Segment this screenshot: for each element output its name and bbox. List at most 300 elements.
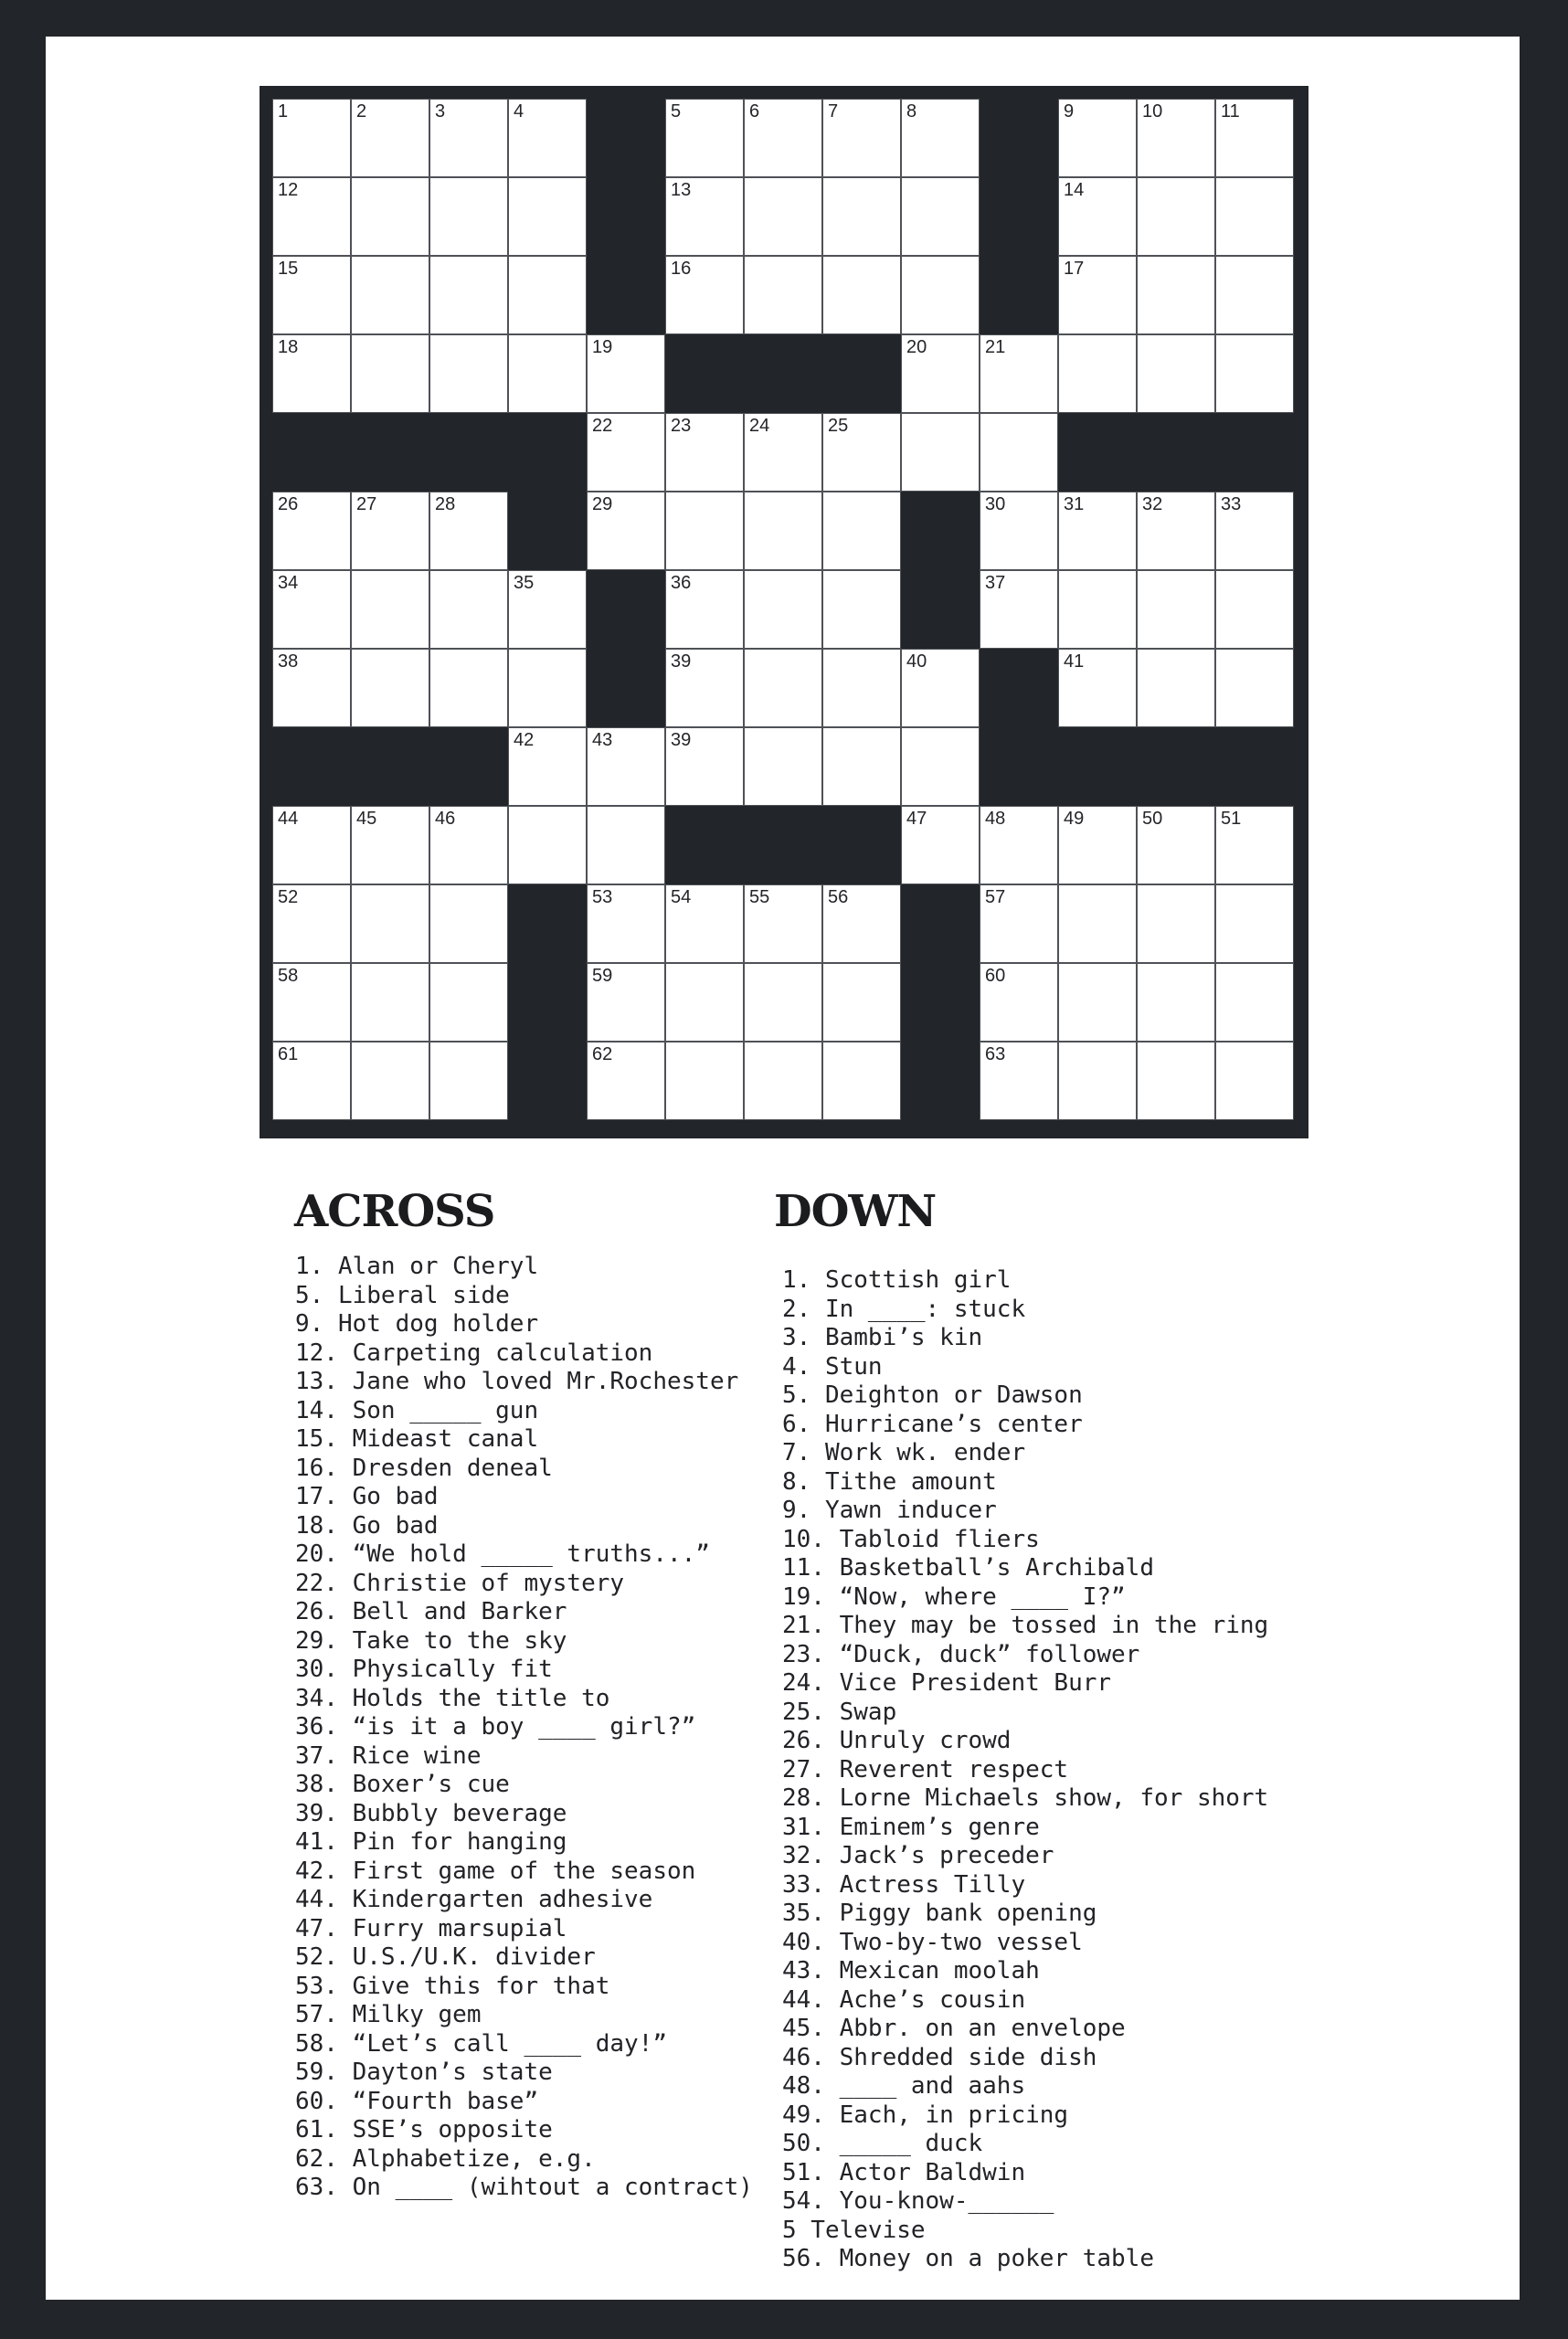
clue-line: 11. Basketball’s Archibald: [782, 1554, 1154, 1582]
clue-line: 58. “Let’s call ____ day!”: [295, 2029, 667, 2058]
answer-cell[interactable]: [744, 1042, 822, 1120]
answer-cell[interactable]: [901, 806, 980, 884]
cell-number: 62: [592, 1044, 613, 1064]
answer-cell[interactable]: [508, 806, 587, 884]
clue-line: 48. ____ and aahs: [782, 2072, 1026, 2100]
answer-cell[interactable]: [744, 727, 822, 806]
answer-cell[interactable]: [508, 649, 587, 727]
clue-line: 23. “Duck, duck” follower: [782, 1640, 1140, 1668]
cell-number: 63: [985, 1044, 1006, 1064]
clue-line: 33. Actress Tilly: [782, 1870, 1026, 1899]
answer-cell[interactable]: [665, 727, 744, 806]
cell-number: 28: [435, 494, 456, 514]
answer-cell[interactable]: [1137, 1042, 1215, 1120]
clue-line: 15. Mideast canal: [295, 1425, 539, 1453]
clue-line: 34. Holds the title to: [295, 1684, 610, 1712]
black-cell: [1215, 727, 1294, 806]
clue-line: 57. Milky gem: [295, 2001, 482, 2028]
cell-number: 29: [592, 494, 613, 514]
answer-cell[interactable]: [1215, 256, 1294, 334]
answer-cell[interactable]: [980, 334, 1058, 413]
clue-line: 25. Swap: [782, 1698, 897, 1726]
answer-cell[interactable]: [822, 177, 901, 256]
answer-cell[interactable]: [272, 334, 351, 413]
answer-cell[interactable]: [351, 884, 429, 963]
answer-cell[interactable]: [351, 570, 429, 649]
cell-number: 36: [671, 573, 692, 593]
clue-line: 39. Bubbly beverage: [295, 1799, 567, 1827]
cell-number: 20: [906, 337, 927, 357]
answer-cell[interactable]: [822, 727, 901, 806]
answer-cell[interactable]: [744, 963, 822, 1042]
cell-number: 61: [278, 1044, 299, 1064]
clue-line: 59. Dayton’s state: [295, 2059, 553, 2086]
answer-cell[interactable]: [1215, 806, 1294, 884]
clue-line: 1. Alan or Cheryl: [295, 1253, 539, 1280]
answer-cell[interactable]: [508, 570, 587, 649]
black-cell: [901, 963, 980, 1042]
answer-cell[interactable]: [272, 99, 351, 177]
clue-line: 36. “is it a boy ____ girl?”: [295, 1713, 696, 1741]
cell-number: 37: [985, 573, 1006, 593]
cell-number: 5: [671, 101, 682, 122]
cell-number: 33: [1221, 494, 1242, 514]
answer-cell[interactable]: [1137, 177, 1215, 256]
clue-line: 44. Ache’s cousin: [782, 1985, 1026, 2014]
cell-number: 13: [671, 180, 692, 200]
answer-cell[interactable]: [744, 492, 822, 570]
answer-cell[interactable]: [587, 413, 665, 492]
black-cell: [822, 806, 901, 884]
answer-cell[interactable]: [901, 727, 980, 806]
clue-line: 56. Money on a poker table: [782, 2245, 1154, 2272]
crossword-grid-cells: [272, 99, 1294, 1120]
black-cell: [508, 492, 587, 570]
clue-line: 51. Actor Baldwin: [782, 2158, 1026, 2186]
clue-line: 16. Dresden deneal: [295, 1454, 553, 1482]
black-cell: [665, 334, 744, 413]
clue-line: 1. Scottish girl: [782, 1266, 1012, 1294]
cell-number: 26: [278, 494, 299, 514]
clue-line: 7. Work wk. ender: [782, 1439, 1026, 1466]
answer-cell[interactable]: [1137, 649, 1215, 727]
cell-number: 49: [1064, 809, 1085, 829]
answer-cell[interactable]: [429, 1042, 508, 1120]
answer-cell[interactable]: [429, 334, 508, 413]
answer-cell[interactable]: [822, 570, 901, 649]
answer-cell[interactable]: [1058, 99, 1137, 177]
answer-cell[interactable]: [744, 177, 822, 256]
across-clue-list: [295, 1253, 753, 2203]
clue-line: 27. Reverent respect: [782, 1755, 1069, 1783]
cell-number: 39: [671, 730, 692, 750]
cell-number: 60: [985, 966, 1006, 986]
black-cell: [980, 727, 1058, 806]
clue-line: 10. Tabloid fliers: [782, 1525, 1040, 1553]
clue-line: 53. Give this for that: [295, 1972, 610, 2000]
cell-number: 1: [278, 101, 289, 122]
cell-number: 55: [749, 887, 770, 907]
answer-cell[interactable]: [508, 177, 587, 256]
cell-number: 43: [592, 730, 613, 750]
clue-line: 5. Liberal side: [295, 1281, 510, 1309]
answer-cell[interactable]: [1215, 334, 1294, 413]
black-cell: [587, 177, 665, 256]
answer-cell[interactable]: [1215, 99, 1294, 177]
answer-cell[interactable]: [272, 492, 351, 570]
answer-cell[interactable]: [1215, 492, 1294, 570]
answer-cell[interactable]: [1215, 177, 1294, 256]
answer-cell[interactable]: [744, 649, 822, 727]
clue-line: 26. Bell and Barker: [295, 1598, 567, 1625]
answer-cell[interactable]: [1058, 884, 1137, 963]
answer-cell[interactable]: [1137, 99, 1215, 177]
cell-number: 22: [592, 416, 613, 436]
black-cell: [1215, 413, 1294, 492]
answer-cell[interactable]: [980, 1042, 1058, 1120]
answer-cell[interactable]: [587, 963, 665, 1042]
black-cell: [587, 570, 665, 649]
clue-line: 28. Lorne Michaels show, for short: [782, 1784, 1269, 1812]
answer-cell[interactable]: [744, 99, 822, 177]
down-heading: DOWN: [774, 1186, 937, 1237]
answer-cell[interactable]: [1215, 963, 1294, 1042]
answer-cell[interactable]: [429, 649, 508, 727]
clue-line: 38. Boxer’s cue: [295, 1771, 510, 1798]
cell-number: 15: [278, 259, 299, 279]
answer-cell[interactable]: [351, 177, 429, 256]
answer-cell[interactable]: [1058, 492, 1137, 570]
black-cell: [587, 99, 665, 177]
answer-cell[interactable]: [744, 413, 822, 492]
black-cell: [1137, 727, 1215, 806]
cell-number: 4: [514, 101, 524, 122]
clue-line: 31. Eminem’s genre: [782, 1813, 1040, 1841]
answer-cell[interactable]: [351, 963, 429, 1042]
answer-cell[interactable]: [587, 334, 665, 413]
answer-cell[interactable]: [665, 492, 744, 570]
answer-cell[interactable]: [272, 806, 351, 884]
answer-cell[interactable]: [1215, 1042, 1294, 1120]
answer-cell[interactable]: [1058, 806, 1137, 884]
black-cell: [901, 570, 980, 649]
cell-number: 11: [1221, 101, 1240, 122]
cell-number: 48: [985, 809, 1006, 829]
clue-line: 63. On ____ (wihtout a contract): [295, 2174, 753, 2201]
clue-line: 35. Piggy bank opening: [782, 1900, 1097, 1927]
clue-line: 9. Yawn inducer: [782, 1497, 997, 1524]
clue-line: 8. Tithe amount: [782, 1467, 997, 1496]
answer-cell[interactable]: [822, 99, 901, 177]
black-cell: [901, 1042, 980, 1120]
black-cell: [351, 413, 429, 492]
answer-cell[interactable]: [665, 884, 744, 963]
cell-number: 44: [278, 809, 299, 829]
black-cell: [980, 649, 1058, 727]
answer-cell[interactable]: [665, 256, 744, 334]
clue-line: 18. Go bad: [295, 1511, 439, 1540]
cell-number: 6: [749, 101, 760, 122]
cell-number: 27: [356, 494, 377, 514]
cell-number: 53: [592, 887, 613, 907]
answer-cell[interactable]: [1058, 256, 1137, 334]
cell-number: 19: [592, 337, 613, 357]
answer-cell[interactable]: [587, 492, 665, 570]
answer-cell[interactable]: [1137, 256, 1215, 334]
cell-number: 52: [278, 887, 299, 907]
cell-number: 56: [828, 887, 849, 907]
black-cell: [1137, 413, 1215, 492]
answer-cell[interactable]: [901, 177, 980, 256]
cell-number: 46: [435, 809, 456, 829]
answer-cell[interactable]: [744, 884, 822, 963]
answer-cell[interactable]: [1058, 963, 1137, 1042]
black-cell: [508, 963, 587, 1042]
answer-cell[interactable]: [351, 1042, 429, 1120]
clue-line: 13. Jane who loved Mr.Rochester: [295, 1368, 739, 1395]
answer-cell[interactable]: [429, 884, 508, 963]
answer-cell[interactable]: [901, 413, 980, 492]
black-cell: [1058, 413, 1137, 492]
answer-cell[interactable]: [508, 99, 587, 177]
answer-cell[interactable]: [822, 884, 901, 963]
answer-cell[interactable]: [429, 492, 508, 570]
cell-number: 17: [1064, 259, 1085, 279]
answer-cell[interactable]: [272, 649, 351, 727]
clue-line: 19. “Now, where ____ I?”: [782, 1582, 1126, 1611]
cell-number: 9: [1064, 101, 1075, 122]
answer-cell[interactable]: [980, 963, 1058, 1042]
clue-line: 22. Christie of mystery: [295, 1569, 625, 1597]
cell-number: 14: [1064, 180, 1085, 200]
cell-number: 16: [671, 259, 692, 279]
cell-number: 57: [985, 887, 1006, 907]
answer-cell[interactable]: [1137, 806, 1215, 884]
black-cell: [508, 413, 587, 492]
answer-cell[interactable]: [665, 570, 744, 649]
cell-number: 58: [278, 966, 299, 986]
clue-line: 60. “Fourth base”: [295, 2087, 539, 2115]
black-cell: [665, 806, 744, 884]
answer-cell[interactable]: [429, 570, 508, 649]
black-cell: [980, 99, 1058, 177]
answer-cell[interactable]: [1137, 963, 1215, 1042]
cell-number: 34: [278, 573, 299, 593]
black-cell: [272, 727, 351, 806]
clue-line: 24. Vice President Burr: [782, 1669, 1112, 1697]
clue-line: 62. Alphabetize, e.g.: [295, 2144, 596, 2173]
answer-cell[interactable]: [980, 413, 1058, 492]
answer-cell[interactable]: [1058, 1042, 1137, 1120]
black-cell: [351, 727, 429, 806]
cell-number: 32: [1142, 494, 1163, 514]
answer-cell[interactable]: [1137, 492, 1215, 570]
answer-cell[interactable]: [822, 963, 901, 1042]
puzzle-page: [46, 37, 1520, 2300]
black-cell: [508, 884, 587, 963]
answer-cell[interactable]: [665, 99, 744, 177]
answer-cell[interactable]: [980, 806, 1058, 884]
answer-cell[interactable]: [508, 334, 587, 413]
cell-number: 31: [1064, 494, 1085, 514]
answer-cell[interactable]: [587, 1042, 665, 1120]
answer-cell[interactable]: [822, 1042, 901, 1120]
clue-line: 54. You-know-______: [782, 2187, 1054, 2215]
clue-line: 9. Hot dog holder: [295, 1310, 539, 1338]
black-cell: [1058, 727, 1137, 806]
answer-cell[interactable]: [901, 649, 980, 727]
cell-number: 25: [828, 416, 849, 436]
answer-cell[interactable]: [980, 884, 1058, 963]
answer-cell[interactable]: [980, 492, 1058, 570]
answer-cell[interactable]: [822, 256, 901, 334]
clue-line: 61. SSE’s opposite: [295, 2116, 553, 2143]
clue-line: 30. Physically fit: [295, 1656, 553, 1683]
clue-line: 14. Son _____ gun: [295, 1396, 539, 1424]
answer-cell[interactable]: [351, 649, 429, 727]
black-cell: [980, 177, 1058, 256]
answer-cell[interactable]: [508, 727, 587, 806]
clue-line: 5. Deighton or Dawson: [782, 1381, 1083, 1409]
answer-cell[interactable]: [429, 806, 508, 884]
answer-cell[interactable]: [1215, 570, 1294, 649]
answer-cell[interactable]: [1137, 570, 1215, 649]
clue-line: 3. Bambi’s kin: [782, 1324, 983, 1351]
cell-number: 39: [671, 651, 692, 672]
answer-cell[interactable]: [587, 727, 665, 806]
black-cell: [587, 256, 665, 334]
answer-cell[interactable]: [901, 256, 980, 334]
crossword-grid: [260, 86, 1308, 1138]
clue-line: 43. Mexican moolah: [782, 1957, 1040, 1984]
answer-cell[interactable]: [351, 99, 429, 177]
clue-line: 44. Kindergarten adhesive: [295, 1886, 653, 1913]
answer-cell[interactable]: [272, 256, 351, 334]
answer-cell[interactable]: [508, 256, 587, 334]
answer-cell[interactable]: [587, 806, 665, 884]
cell-number: 45: [356, 809, 377, 829]
black-cell: [744, 806, 822, 884]
cell-number: 21: [985, 337, 1006, 357]
cell-number: 23: [671, 416, 692, 436]
clue-line: 6. Hurricane’s center: [782, 1410, 1083, 1438]
answer-cell[interactable]: [272, 963, 351, 1042]
clue-line: 17. Go bad: [295, 1483, 439, 1510]
black-cell: [744, 334, 822, 413]
black-cell: [429, 413, 508, 492]
answer-cell[interactable]: [429, 963, 508, 1042]
clue-line: 45. Abbr. on an envelope: [782, 2015, 1126, 2042]
cell-number: 7: [828, 101, 839, 122]
black-cell: [901, 492, 980, 570]
cell-number: 8: [906, 101, 917, 122]
clue-line: 52. U.S./U.K. divider: [295, 1943, 596, 1971]
answer-cell[interactable]: [351, 334, 429, 413]
answer-cell[interactable]: [429, 177, 508, 256]
clue-line: 20. “We hold _____ truths...”: [295, 1540, 710, 1568]
cell-number: 35: [514, 573, 535, 593]
cell-number: 59: [592, 966, 613, 986]
answer-cell[interactable]: [272, 1042, 351, 1120]
answer-cell[interactable]: [744, 256, 822, 334]
answer-cell[interactable]: [272, 884, 351, 963]
black-cell: [272, 413, 351, 492]
answer-cell[interactable]: [1215, 884, 1294, 963]
black-cell: [980, 256, 1058, 334]
clue-line: 42. First game of the season: [295, 1857, 696, 1885]
answer-cell[interactable]: [429, 99, 508, 177]
answer-cell[interactable]: [665, 177, 744, 256]
cell-number: 18: [278, 337, 299, 357]
answer-cell[interactable]: [665, 649, 744, 727]
cell-number: 41: [1064, 651, 1085, 672]
black-cell: [587, 649, 665, 727]
answer-cell[interactable]: [901, 99, 980, 177]
clue-line: 47. Furry marsupial: [295, 1914, 567, 1942]
cell-number: 50: [1142, 809, 1163, 829]
answer-cell[interactable]: [351, 492, 429, 570]
cell-number: 40: [906, 651, 927, 672]
cell-number: 10: [1142, 101, 1163, 122]
clue-line: 32. Jack’s preceder: [782, 1842, 1054, 1869]
answer-cell[interactable]: [351, 806, 429, 884]
cell-number: 42: [514, 730, 535, 750]
clue-line: 41. Pin for hanging: [295, 1828, 567, 1856]
answer-cell[interactable]: [351, 256, 429, 334]
answer-cell[interactable]: [822, 649, 901, 727]
answer-cell[interactable]: [901, 334, 980, 413]
answer-cell[interactable]: [1137, 884, 1215, 963]
black-cell: [822, 334, 901, 413]
black-cell: [429, 727, 508, 806]
cell-number: 47: [906, 809, 927, 829]
answer-cell[interactable]: [665, 963, 744, 1042]
black-cell: [508, 1042, 587, 1120]
clue-line: 29. Take to the sky: [295, 1626, 567, 1655]
answer-cell[interactable]: [822, 492, 901, 570]
cell-number: 3: [435, 101, 446, 122]
black-cell: [901, 884, 980, 963]
answer-cell[interactable]: [1058, 334, 1137, 413]
answer-cell[interactable]: [272, 570, 351, 649]
clue-line: 40. Two-by-two vessel: [782, 1928, 1083, 1956]
clue-line: 5 Televise: [782, 2216, 926, 2244]
cell-number: 30: [985, 494, 1006, 514]
cell-number: 2: [356, 101, 367, 122]
cell-number: 24: [749, 416, 770, 436]
clue-line: 49. Each, in pricing: [782, 2101, 1069, 2129]
cell-number: 12: [278, 180, 299, 200]
answer-cell[interactable]: [1215, 649, 1294, 727]
answer-cell[interactable]: [1137, 334, 1215, 413]
clue-line: 21. They may be tossed in the ring: [782, 1612, 1269, 1639]
answer-cell[interactable]: [744, 570, 822, 649]
answer-cell[interactable]: [980, 570, 1058, 649]
clue-line: 46. Shredded side dish: [782, 2043, 1097, 2071]
answer-cell[interactable]: [272, 177, 351, 256]
clue-line: 2. In ____: stuck: [782, 1295, 1026, 1323]
answer-cell[interactable]: [1058, 649, 1137, 727]
answer-cell[interactable]: [665, 1042, 744, 1120]
down-clue-list: [782, 1266, 1268, 2274]
answer-cell[interactable]: [665, 413, 744, 492]
answer-cell[interactable]: [429, 256, 508, 334]
answer-cell[interactable]: [1058, 177, 1137, 256]
answer-cell[interactable]: [822, 413, 901, 492]
answer-cell[interactable]: [587, 884, 665, 963]
cell-number: 38: [278, 651, 299, 672]
answer-cell[interactable]: [1058, 570, 1137, 649]
